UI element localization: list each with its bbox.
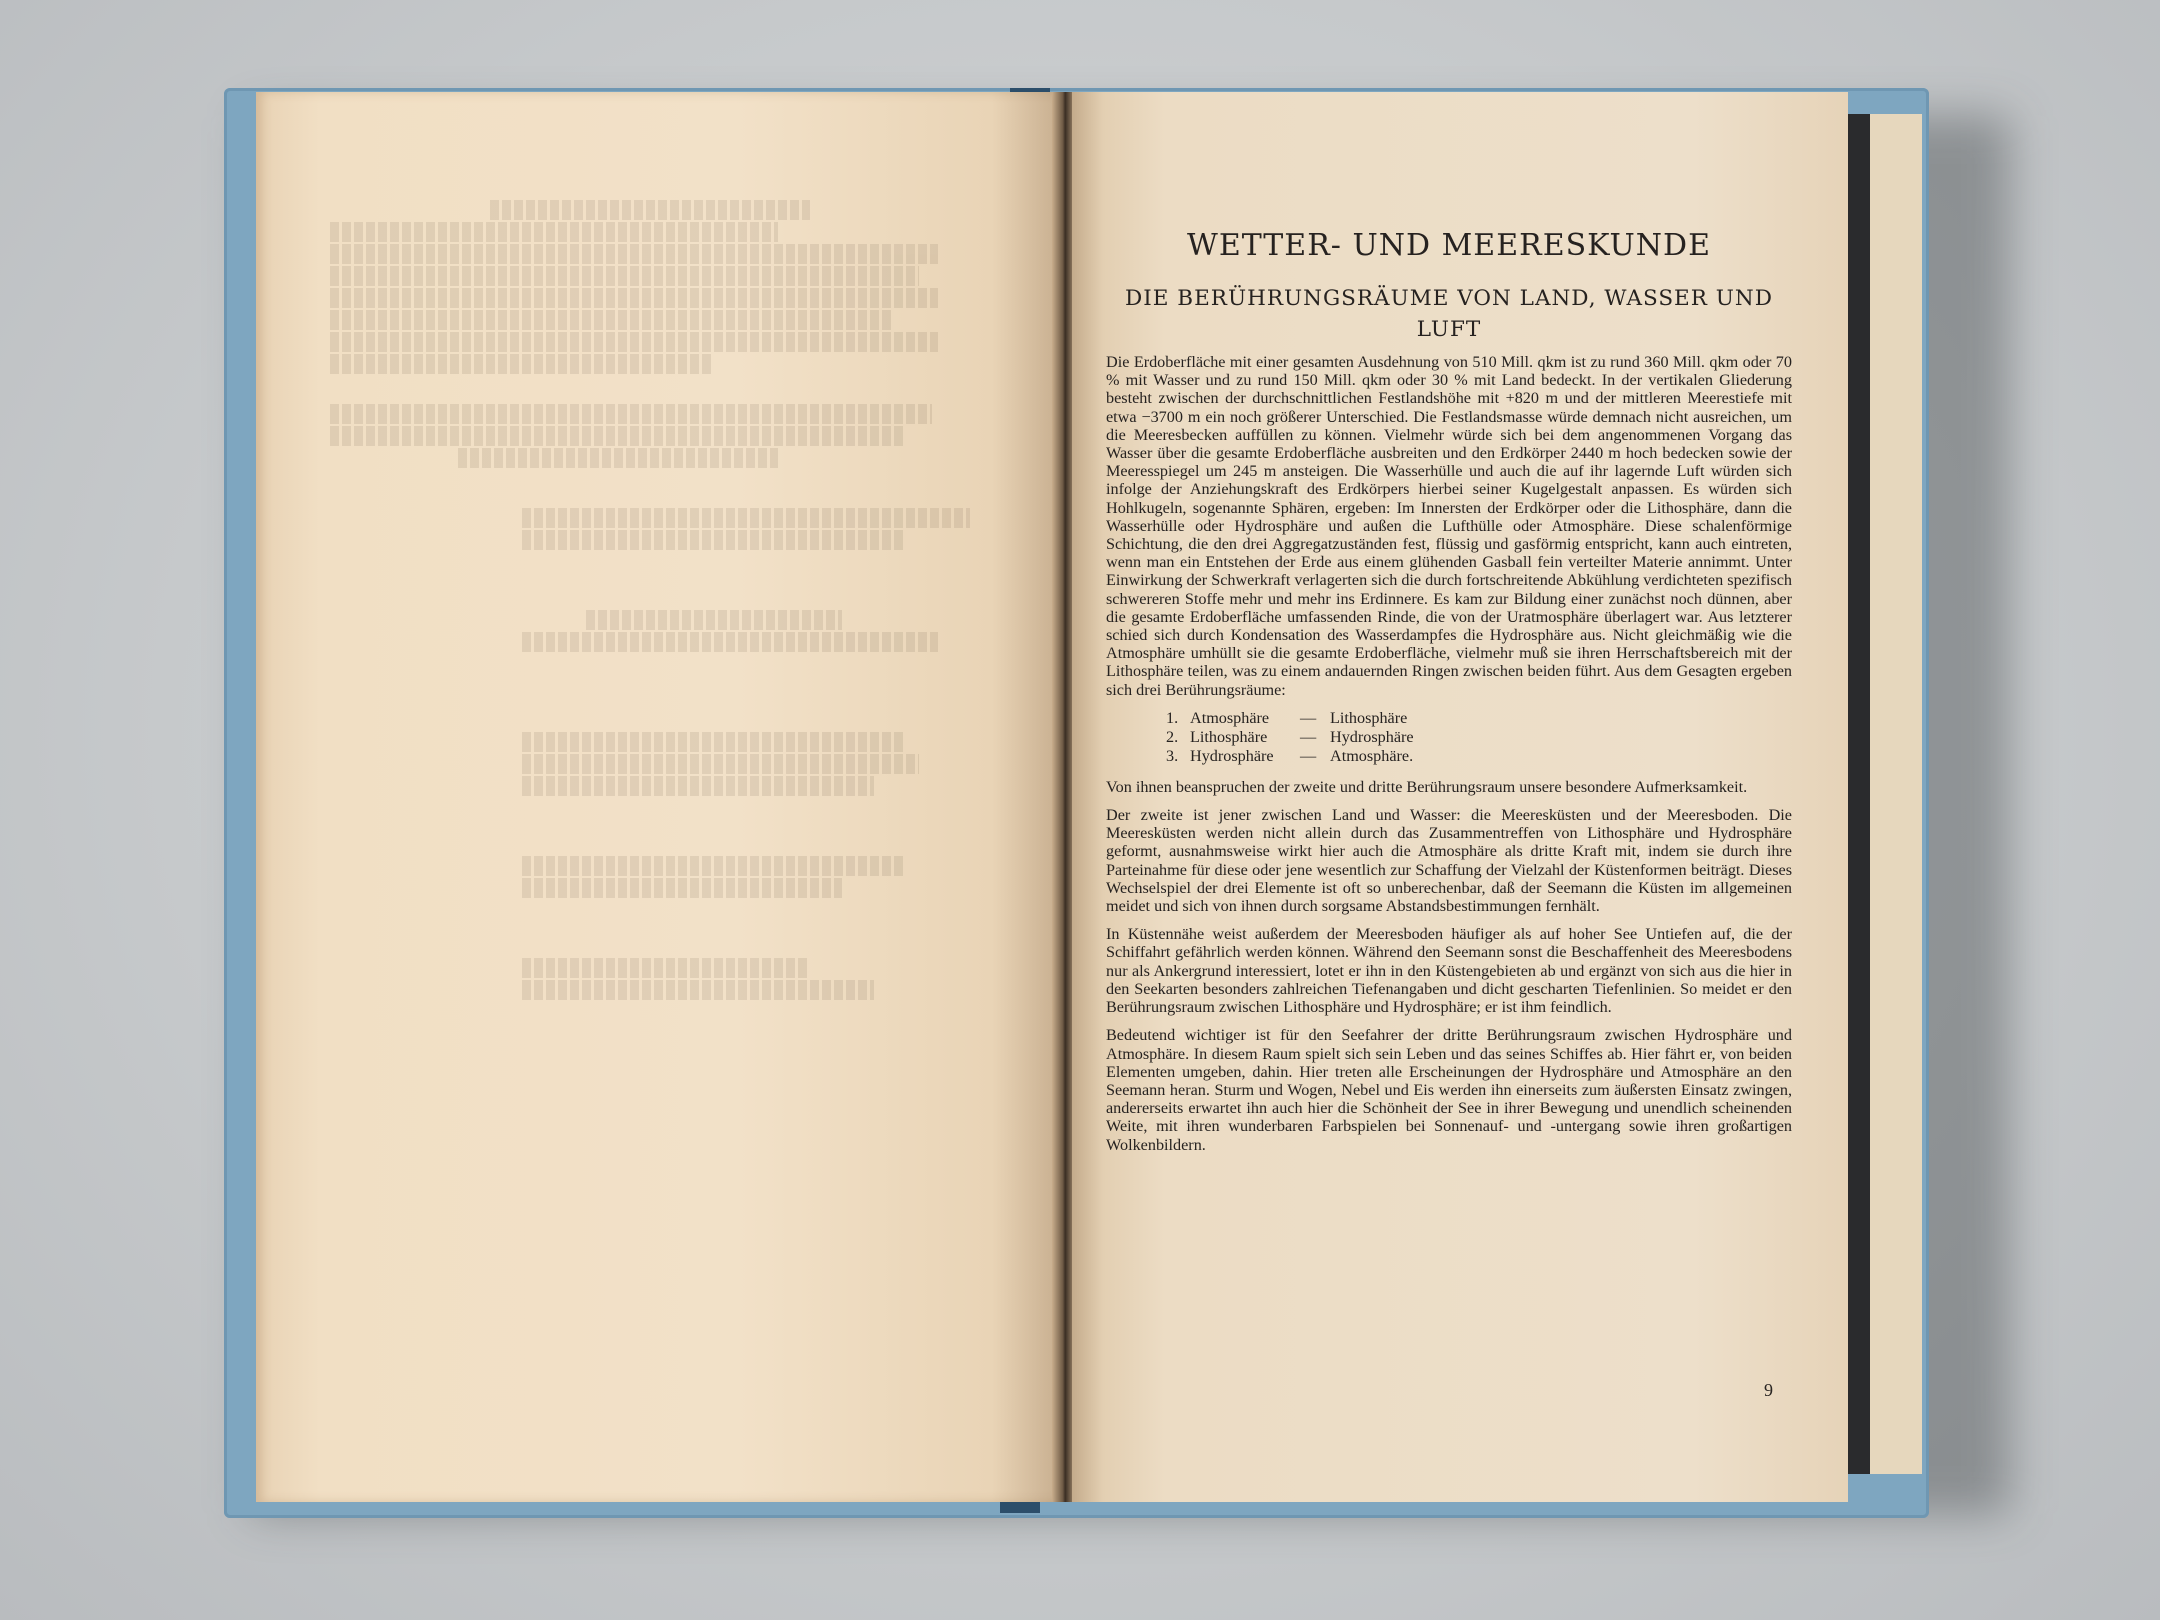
list-item: 3. Hydrosphäre — Atmosphäre.: [1166, 746, 1414, 765]
list-item: 2. Lithosphäre — Hydrosphäre: [1166, 727, 1414, 746]
contact-zones-list: [1166, 709, 1792, 766]
right-page-text: [1106, 228, 1792, 1164]
paragraph-attention: Von ihnen beanspruchen der zweite und dritte Berührungsraum unsere besondere Aufmerksamkeit.: [1106, 777, 1748, 796]
left-page-show-through: [330, 200, 970, 1200]
page-number: 9: [1764, 1380, 1773, 1400]
page-title: WETTER- UND MEERESKUNDE: [1187, 228, 1711, 263]
paragraph-coasts: Der zweite ist jener zwischen Land und Wasser: die Meeresküsten und der Meeresboden. Die Meeresküsten werden nicht allein durch das Zusammentreffen von Lithosphäre und Hydrosphäre geformt, ausnahmsweise wirkt hier auch die Atmosphäre als dritte Kraft mit, indem sie durch ihre Parteinahme für diese oder jene wesentlich zur Schaffung der Vielzahl der Küstenformen beiträgt. Dieses Wechselspiel der drei Elemente ist oft so unberechenbar, daß der Seemann die Küsten im allgemeinen meidet und sich von ihnen durch sorgsame Abstandsbestimmungen fernhält.: [1106, 806, 1792, 916]
section-heading: DIE BERÜHRUNGSRÄUME VON LAND, WASSER UND LUFT: [1125, 286, 1773, 342]
paragraph-sea-air: Bedeutend wichtiger ist für den Seefahrer der dritte Berührungsraum zwischen Hydrosphäre und Atmosphäre. In diesem Raum spielt sich sein Leben und das seines Schiffes ab. Hier fährt er, von beiden Elementen umgeben, dahin. Hier treten alle Erscheinungen der Hydrosphäre und Atmosphäre an den Seemann heran. Sturm und Wogen, Nebel und Eis werden ihn einerseits zum äußersten Einsatz zwingen, andererseits erwartet ihn auch hier die Schönheit der See in ihrer Bewegung und unendlich scheinenden Weite, mit ihren wunderbaren Farbspielen bei Sonnenauf- und -untergang sowie ihren großartigen Wolkenbildern.: [1106, 1026, 1792, 1154]
list-item: 1. Atmosphäre — Lithosphäre: [1166, 708, 1408, 727]
page-block-shadow: [1848, 114, 1870, 1474]
paragraph-seabed: In Küstennähe weist außerdem der Meeresboden häufiger als auf hoher See Untiefen auf, die der Schiffahrt gefährlich werden können. Während den Seemann sonst die Beschaffenheit des Meeresbodens nur als Ankergrund interessiert, lotet er ihn in den Küstengebieten ab und ergänzt von sich aus die hier in den Seekarten besonders zahlreichen Tiefenangaben und dicht gescharten Tiefenlinien. So meidet er den Berührungsraum zwischen Lithosphäre und Hydrosphäre; er ist ihm feindlich.: [1106, 925, 1792, 1017]
paragraph-intro: Die Erdoberfläche mit einer gesamten Ausdehnung von 510 Mill. qkm ist zu rund 360 Mill. qkm oder 70 % mit Wasser und zu rund 150 Mill. qkm oder 30 % mit Land bedeckt. In der vertikalen Gliederung besteht zwischen der durchschnittlichen Festlandshöhe mit +820 m und der mittleren Meerestiefe mit etwa −3700 m ein noch größerer Unterschied. Die Festlandsmasse würde demnach nicht ausreichen, um die Meeresbecken auffüllen zu können. Vielmehr würde sich bei dem angenommenen Vorgang das Wasser über die gesamte Erdoberfläche ausbreiten und den Erdkörper 2440 m hoch bedecken sowie der Meeresspiegel um 245 m ansteigen. Die Wasserhülle und auch die auf ihr lagernde Luft würden sich infolge der Anziehungskraft des Erdkörpers hierbei seiner Kugelgestalt anpassen. Es würden sich Hohlkugeln, sogenannte Sphären, ergeben: Im Innersten der Erdkörper oder die Lithosphäre, dann die Wasserhülle oder Hydrosphäre und außen die Lufthülle oder Atmosphäre. Diese schalenförmige Schichtung, die den drei Aggregatzuständen fest, flüssig und gasförmig entspricht, kann auch eintreten, wenn man ein Entstehen der Erde aus einem glühenden Gasball fein verteilter Materie annimmt. Unter Einwirkung der Schwerkraft verlagerten sich die durch fortschreitende Abkühlung verdichteten spezifisch schwereren Stoffe mehr und mehr ins Erdinnere. Es kam zur Bildung einer zunächst noch dünnen, aber die gesamte Erdoberfläche umfassenden Rinde, die von der Uratmosphäre überlagert war. Aus letzterer schied sich durch Kondensation des Wasserdampfes die Hydrosphäre aus. Nicht gleichmäßig wie die Atmosphäre umhüllt sie die gesamte Erdoberfläche, vielmehr muß sie ihren Herrschaftsbereich mit der Lithosphäre teilen, was zu einem andauernden Ringen zwischen beiden führt. Aus dem Gesagten ergeben sich drei Berührungsräume:: [1106, 353, 1792, 699]
